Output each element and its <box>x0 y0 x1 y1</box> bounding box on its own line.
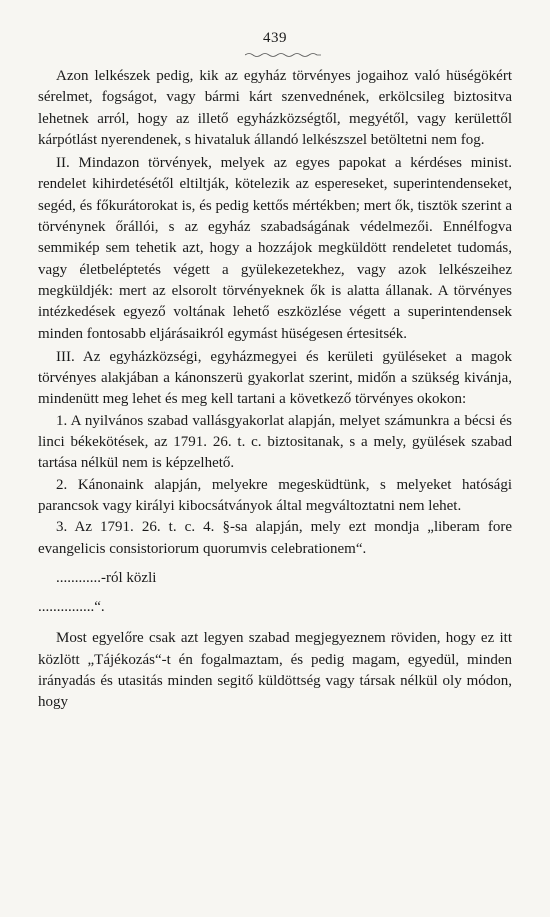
paragraph-final: Most egyelőre csak azt legyen szabad megjegyeznem röviden, hogy ez itt közlött „Tájékozás“-t én fogalmaztam, és pedig magam, egyedül, minden irányadás és utasitás minden segitő küldöttség vagy társak nélkül oly módon, hogy <box>38 630 512 711</box>
signature-line: ............-ról közli <box>56 569 157 586</box>
paragraph-section-2: II. Mindazon törvények, melyek az egyes papokat a kérdéses minist. rendelet kihirdetésétől eltiltják, kötelezik az espereseket, superintendenseket, segéd, és főkurátorokat is, és pedig kettős mértékben; mert ők, tisztök szerint a törvénynek őrállói, s az egyház szabadságának védelmezői. Ennélfogva semmikép sem tehetik azt, hogy a hozzájok megküldött rendeletet tudomás, vagy életbeléptetés végett a gyülekezetekhez, vagy azok lelkészeihez megküldjék: mert az elsorolt törvényeknek ők is alatta állanak. A törvényes intézkedések egyező voltának lehető eszközlése végett a superintendensek minden fontosabb eljárásaikról egymást hüségesen értesitsék. <box>38 155 512 342</box>
body-text <box>38 66 512 714</box>
page-number: 439 <box>263 30 287 46</box>
paragraph-point-2: 2. Kánonaink alapján, melyekre megesküdtünk, s melyeket hatósági parancsok vagy királyi kibocsátványok által megváltoztatni nem lehet. <box>38 476 512 514</box>
paragraph-point-1: 1. A nyilvános szabad vallásgyakorlat alapján, melyet számunkra a bécsi és linci békekötések, az 1791. 26. t. c. biztositanak, s a mely, gyülések szabad tartása nélkül nem is képzelhető. <box>38 412 512 472</box>
paragraph-section-3: III. Az egyházközségi, egyházmegyei és kerületi gyüléseket a magok törvényes alakjában a kánonszerü gyakorlat szerint, midőn a szükség kivánja, mindenütt meg lehet és meg kell tartani a következő törvényes okokon: <box>38 348 512 408</box>
paragraph-point-3: 3. Az 1791. 26. t. c. 4. §-sa alapján, mely ezt mondja „liberam fore evangelicis consistoriorum quorumvis celebrationem“. <box>38 519 512 557</box>
closing-dots: ...............“. <box>38 599 105 616</box>
paragraph-clergy: Azon lelkészek pedig, kik az egyház törvényes jogaihoz való hüségökért sérelmet, fogságot, vagy bármi kárt szenvednének, erkölcsileg biztositva lehetnek arról, hogy az illető egyházközségtől, megyétől, vagy kerülettől kárpótlást nyerendenek, s hivataluk állandó lelkészszel betöltetni nem fog. <box>38 68 512 148</box>
page-number-ornament <box>245 52 321 58</box>
